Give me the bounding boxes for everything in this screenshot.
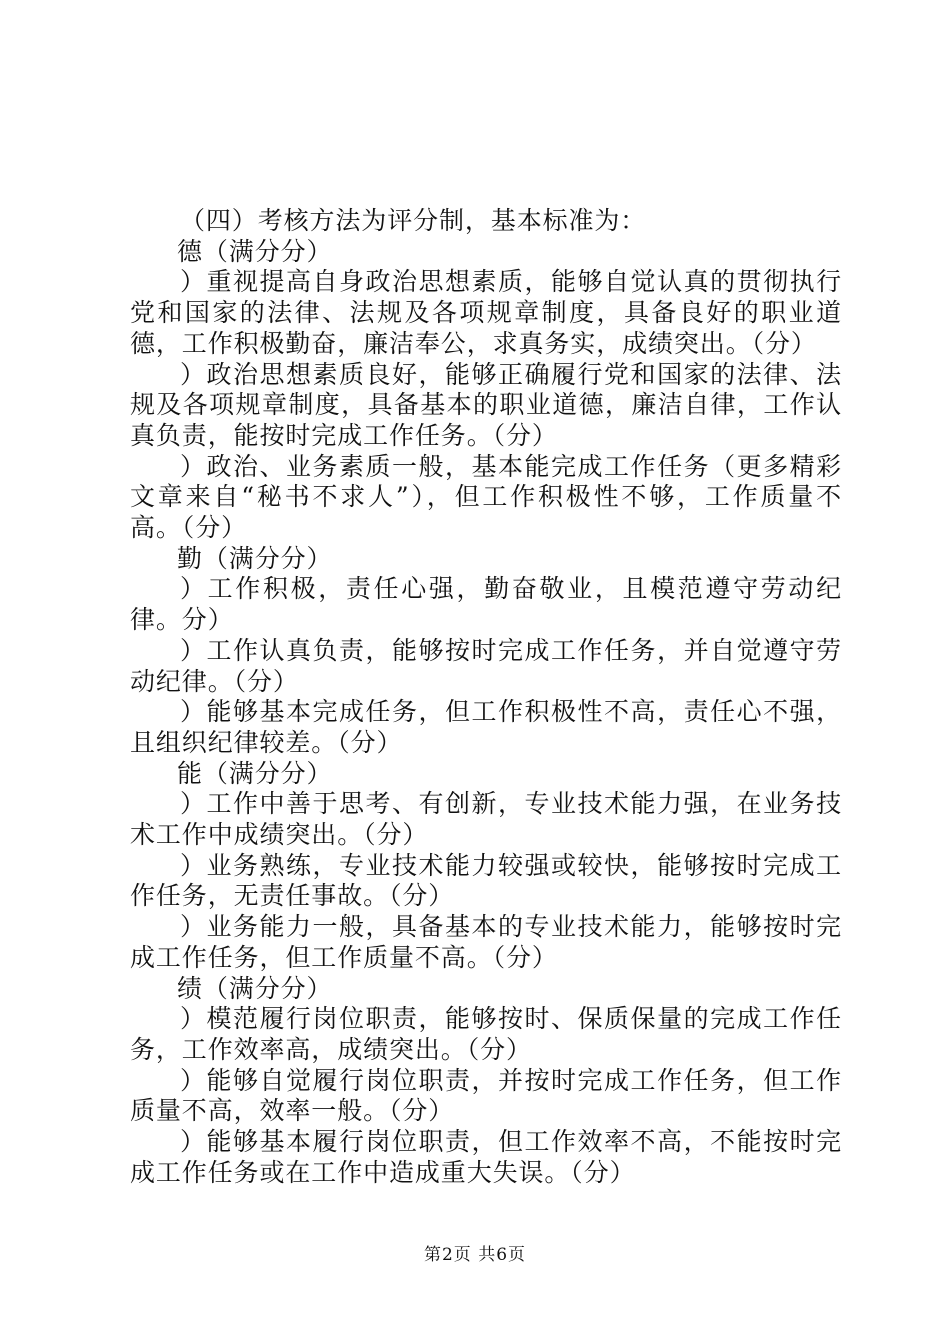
criterion-heading-neng: 能（满分分） <box>177 758 333 788</box>
criterion-item: ）重视提高自身政治思想素质，能够自觉认真的贯彻执行党和国家的法律、法规及各项规章制度，具备良好的职业道德，工作积极勤奋，廉洁奉公，求真务实，成绩突出。（分） <box>130 267 842 358</box>
criterion-item: ）政治思想素质良好，能够正确履行党和国家的法律、法规及各项规章制度，具备基本的职业道德，廉洁自律，工作认真负责，能按时完成工作任务。（分） <box>130 359 842 450</box>
criterion-item: ）业务熟练，专业技术能力较强或较快，能够按时完成工作任务，无责任事故。（分） <box>130 850 842 911</box>
document-body <box>130 206 842 1189</box>
criterion-heading-de: 德（满分分） <box>177 236 333 266</box>
criterion-item: ）模范履行岗位职责，能够按时、保质保量的完成工作任务，工作效率高，成绩突出。（分） <box>130 1004 842 1064</box>
criterion-item: ）能够基本履行岗位职责，但工作效率不高，不能按时完成工作任务或在工作中造成重大失误。（分） <box>130 1127 842 1187</box>
criterion-item: ）能够基本完成任务，但工作积极性不高，责任心不强，且组织纪律较差。（分） <box>130 697 842 757</box>
criterion-item: ）政治、业务素质一般，基本能完成工作任务（更多精彩文章来自“秘书不求人”），但工作积极性不够，工作质量不高。（分） <box>130 451 842 543</box>
criterion-item: ）业务能力一般，具备基本的专业技术能力，能够按时完成工作任务，但工作质量不高。（分） <box>130 912 842 972</box>
page-number-footer: 第2页 共6页 <box>423 1245 527 1265</box>
criterion-item: ）能够自觉履行岗位职责，并按时完成工作任务，但工作质量不高，效率一般。（分） <box>130 1065 842 1126</box>
section-intro: （四）考核方法为评分制，基本标准为： <box>180 206 647 235</box>
criterion-heading-qin: 勤（满分分） <box>177 543 333 573</box>
criterion-item: ）工作中善于思考、有创新，专业技术能力强，在业务技术工作中成绩突出。（分） <box>130 789 842 850</box>
criterion-item: ）工作积极，责任心强，勤奋敬业，且模范遵守劳动纪律。分） <box>130 574 842 635</box>
criterion-item: ）工作认真负责，能够按时完成工作任务，并自觉遵守劳动纪律。（分） <box>130 635 842 696</box>
criterion-heading-ji: 绩（满分分） <box>177 973 333 1003</box>
